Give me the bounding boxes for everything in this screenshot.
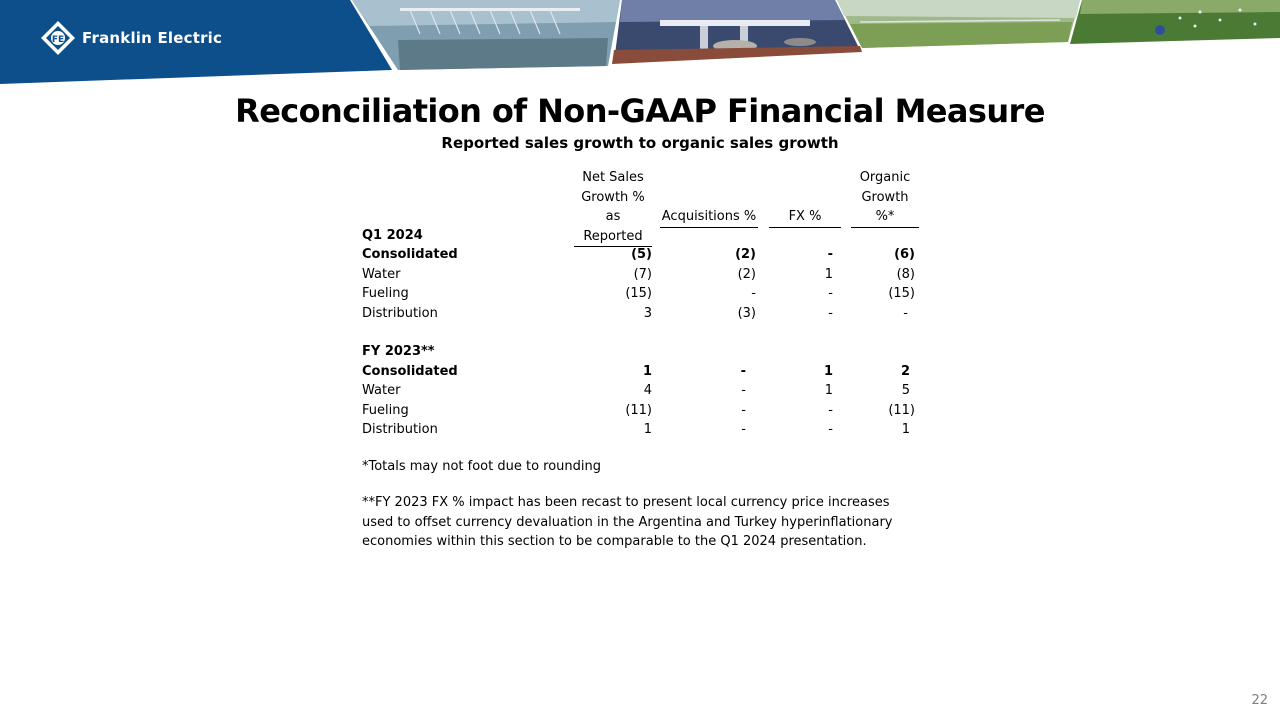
table-row: Water 4 - 1 5 xyxy=(362,383,910,399)
footnotes xyxy=(362,457,922,569)
header-fx: FX % xyxy=(769,207,841,228)
footnote-fx-recast: **FY 2023 FX % impact has been recast to present local currency price increases used to offset currency devaluation in the Argentina and Turkey hyperinflationary economies within this section to be comparable to the Q1 2024 presentation. xyxy=(362,495,893,550)
table-row: Distribution 1 - - 1 xyxy=(362,421,910,437)
page-number: 22 xyxy=(1251,693,1268,708)
section-heading: Q1 2024 xyxy=(362,228,423,243)
table-row: Consolidated 1 - 1 2 xyxy=(362,363,910,379)
table-row: Water (7) (2) 1 (8) xyxy=(362,266,915,282)
page-title: Reconciliation of Non-GAAP Financial Measure xyxy=(235,92,1045,130)
footnote-rounding: *Totals may not foot due to rounding xyxy=(362,459,602,474)
table-row: Fueling (11) - - (11) xyxy=(362,402,915,418)
section-heading: FY 2023** xyxy=(362,344,435,360)
spacer-row xyxy=(362,323,922,342)
table-row: Distribution 3 (3) - - xyxy=(362,305,908,321)
header-net-sales-growth: Net Sales Growth % as Reported xyxy=(574,168,652,247)
page-subtitle: Reported sales growth to organic sales growth xyxy=(441,134,839,152)
header-banner xyxy=(0,0,1280,84)
svg-text:FE: FE xyxy=(51,35,65,45)
franklin-diamond-icon xyxy=(40,20,76,56)
header-acquisitions: Acquisitions % xyxy=(660,207,758,228)
header-organic-growth: Organic Growth %* xyxy=(851,168,919,228)
brand-name: Franklin Electric xyxy=(82,29,223,47)
table-row: Consolidated (5) (2) - (6) xyxy=(362,247,915,263)
reconciliation-table xyxy=(362,168,922,439)
company-logo[interactable] xyxy=(40,20,222,56)
table-row: Fueling (15) - - (15) xyxy=(362,286,915,302)
